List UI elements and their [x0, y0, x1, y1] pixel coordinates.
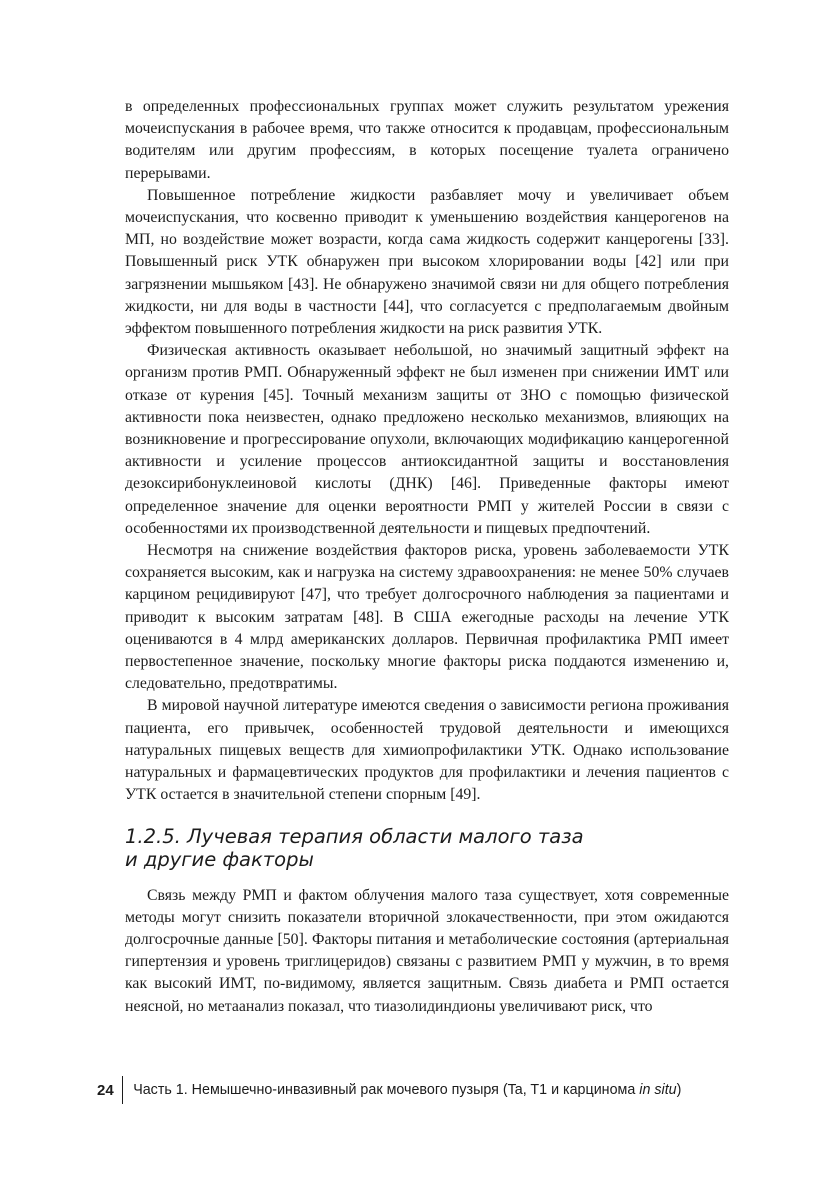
paragraph-incidence: Несмотря на снижение воздействия факторов риска, уровень заболеваемости УТК сохраняется высоким, как и нагрузка на систему здравоохранения: не менее 50% случаев карцином рецидивируют [47], что требует долгосрочного наблюдения за пациентами и приводит к высоким затратам [48]. В США ежегодные расходы на лечение УТК оцениваются в 4 млрд американских долларов. Первичная профилактика РМП имеет первостепенное значение, поскольку многие факторы риска поддаются изменению и, следовательно, предотвратимы. [125, 542, 729, 693]
page-body [125, 96, 729, 1018]
running-title-italic: in situ [639, 1082, 677, 1098]
page-footer [97, 1074, 737, 1106]
running-title-close: ) [676, 1082, 682, 1098]
paragraph-pelvic-radiation: Связь между РМП и фактом облучения малого таза существует, хотя современные методы могут снизить показатели вторичной злокачественности, при этом ожидаются долгосрочные данные [50]. Факторы питания и метаболические состояния (артериальная гипертензия и уровень триглицеридов) связаны с развитием РМП у мужчин, в то время как высокий ИМТ, по-видимому, является защитным. Связь диабета и РМП остается неясной, но метаанализ показал, что тиазолидиндионы увеличивают риск, что [125, 886, 729, 1015]
paragraph-fluid-intake: Повышенное потребление жидкости разбавляет мочу и увеличивает объем мочеиспускания, что косвенно приводит к уменьшению воздействия канцерогенов на МП, но воздействие может возрасти, когда сама жидкость содержит канцерогены [33]. Повышенный риск УТК обнаружен при высоком хлорировании воды [42] или при загрязнении мышьяком [43]. Не обнаружено значимой связи ни для общего потребления жидкости, ни для воды в частности [44], что согласуется с предполагаемым двойным эффектом повышенного потребления жидкости на риск развития УТК. [125, 186, 729, 338]
running-title [133, 1082, 681, 1098]
section-heading-line2: и другие факторы [125, 847, 314, 871]
page-number: 24 [97, 1081, 114, 1099]
paragraph-literature: В мировой научной литературе имеются сведения о зависимости региона проживания пациента, его привычек, особенностей трудовой деятельности и имеющихся натуральных пищевых веществ для химиопрофилактики УТК. Однако использование натуральных и фармацевтических продуктов для профилактики и лечения пациентов с УТК остается в значительной степени спорным [49]. [125, 697, 729, 804]
paragraph-occupational-groups: в определенных профессиональных группах может служить результатом урежения мочеиспускания в рабочее время, что также относится к продавцам, профессиональным водителям или другим профессиям, в которых посещение туалета ограничено перерывами. [125, 98, 729, 182]
paragraph-physical-activity: Физическая активность оказывает небольшой, но значимый защитный эффект на организм против РМП. Обнаруженный эффект не был изменен при снижении ИМТ или отказе от курения [45]. Точный механизм защиты от ЗНО с помощью физической активности пока неизвестен, однако предложено несколько механизмов, влияющих на возникновение и прогрессирование опухоли, включающих модификацию канцерогенной активности и усиление процессов антиоксидантной защиты и восстановления дезоксирибонуклеиновой кислоты (ДНК) [46]. Приведенные факторы имеют определенное значение для оценки вероятности РМП у жителей России в связи с особенностями их производственной деятельности и пищевых предпочтений. [125, 342, 729, 537]
section-heading [125, 825, 729, 871]
section-heading-line1: 1.2.5. Лучевая терапия области малого таза [125, 824, 584, 848]
footer-divider [122, 1076, 124, 1104]
running-title-main: Часть 1. Немышечно-инвазивный рак мочевого пузыря (Ta, T1 и карцинома [133, 1082, 640, 1098]
